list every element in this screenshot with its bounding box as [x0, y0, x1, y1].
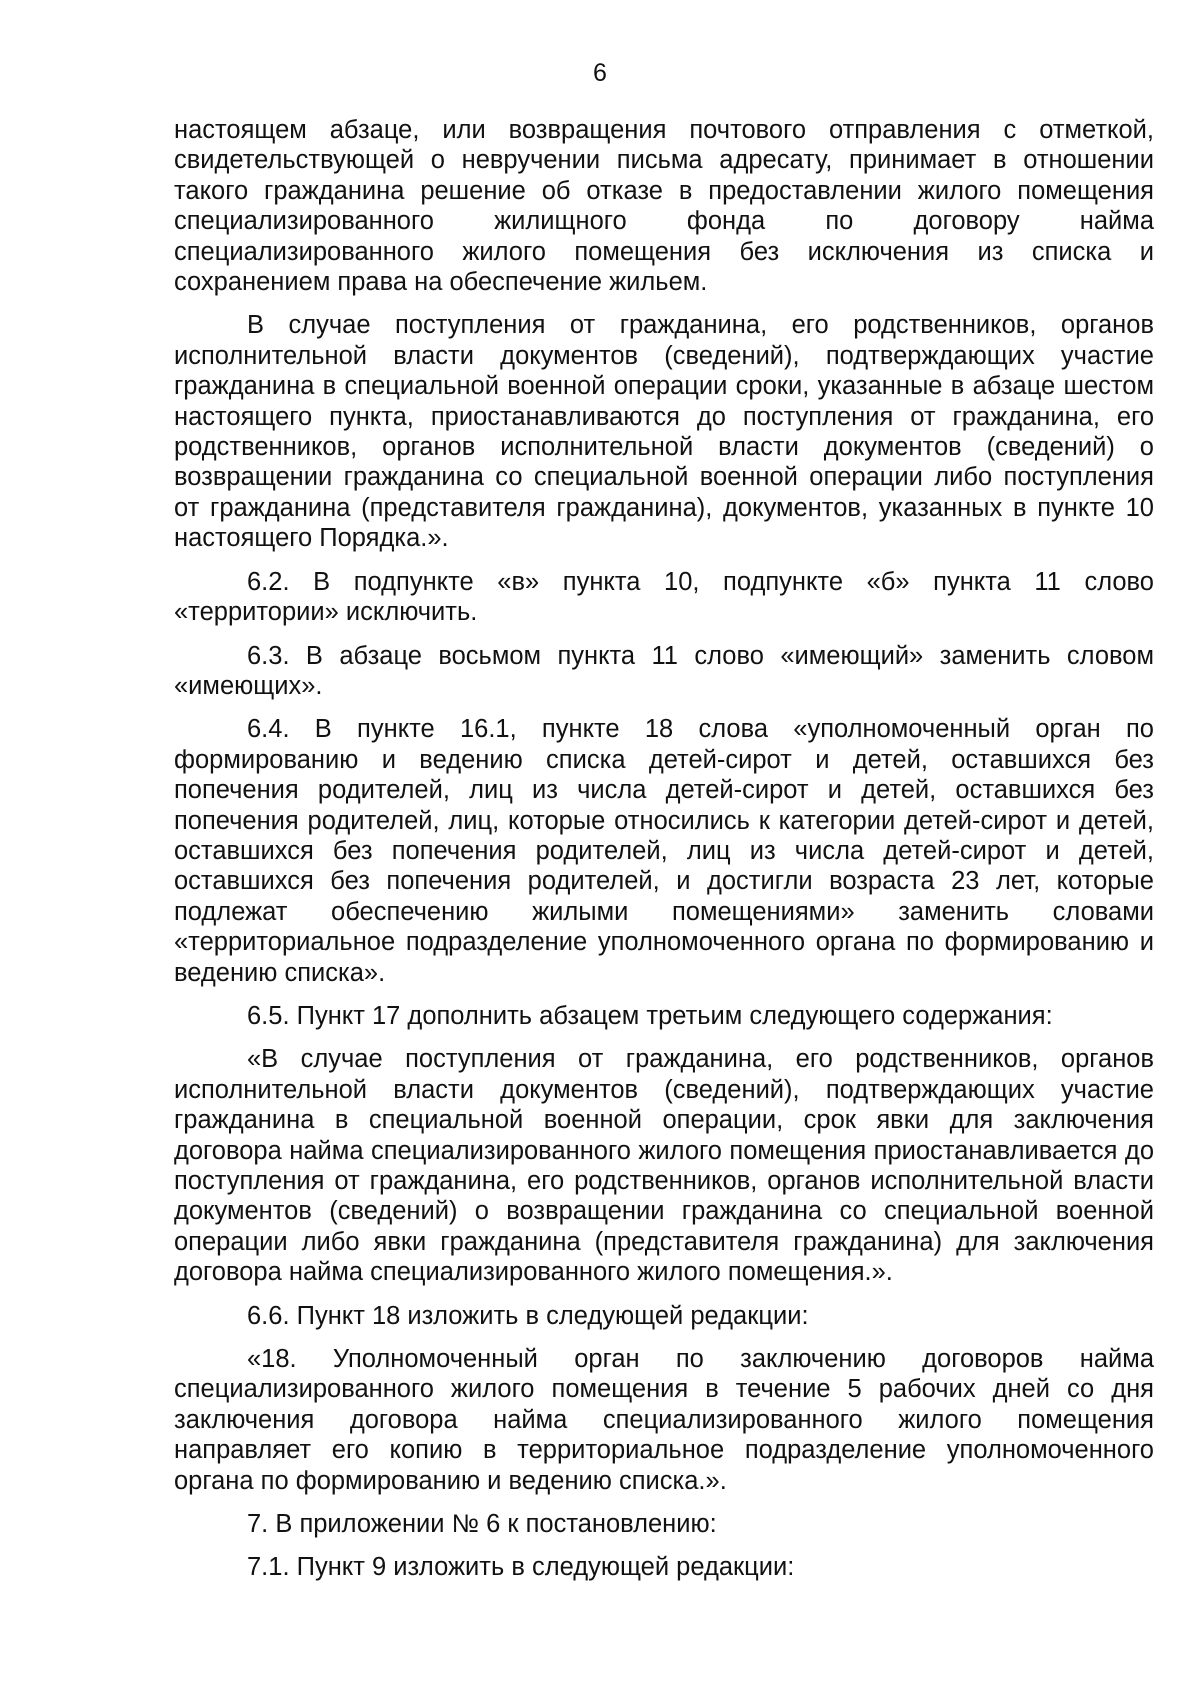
paragraph-7: 7. В приложении № 6 к постановлению:	[247, 1510, 717, 1539]
paragraph-6-3: 6.3. В абзаце восьмом пункта 11 слово «имеющий» заменить словом «имеющих».	[174, 641, 1154, 700]
paragraph-6-6-quote: «18. Уполномоченный орган по заключению договоров найма специализированного жилого помещения в течение 5 рабочих дней со дня заключения договора найма специализированного жилого помещения направляет его копию в территориальное подразделение уполномоченного органа по формированию и ведению списка.».	[174, 1345, 1154, 1495]
paragraph-6-5-quote: «В случае поступления от гражданина, его родственников, органов исполнительной власти документов (сведений), подтверждающих участие гражданина в специальной военной операции, срок явки для заключения договора найма специализированного жилого помещения приостанавливается до поступления от гражданина, его родственников, органов исполнительной власти документов (сведений) о возвращении гражданина со специальной военной операции либо явки гражданина (представителя гражданина) для заключения договора найма специализированного жилого помещения.».	[174, 1045, 1154, 1287]
paragraph-6-2: 6.2. В подпункте «в» пункта 10, подпункте «б» пункта 11 слово «территории» исключить.	[174, 567, 1154, 627]
paragraph-continuation: настоящем абзаце, или возвращения почтового отправления с отметкой, свидетельствующей о невручении письма адресату, принимает в отношении такого гражданина решение об отказе в предоставлении жилого помещения специализированного жилищного фонда по договору найма специализированного жилого помещения без исключения из списка и сохранением права на обеспечение жильем.	[174, 116, 1154, 297]
document-body	[174, 115, 1154, 1596]
paragraph-6-5: 6.5. Пункт 17 дополнить абзацем третьим следующего содержания:	[247, 1001, 1053, 1030]
paragraph-6-6: 6.6. Пункт 18 изложить в следующей редакции:	[247, 1301, 809, 1330]
paragraph-svo-suspension: В случае поступления от гражданина, его родственников, органов исполнительной власти документов (сведений), подтверждающих участие гражданина в специальной военной операции сроки, указанные в абзаце шестом настоящего пункта, приостанавливаются до поступления от гражданина, его родственников, органов исполнительной власти документов (сведений) о возвращении гражданина со специальной военной операции либо поступления от гражданина (представителя гражданина), документов, указанных в пункте 10 настоящего Порядка.».	[174, 311, 1154, 553]
paragraph-6-4: 6.4. В пункте 16.1, пункте 18 слова «уполномоченный орган по формированию и ведению списка детей-сирот и детей, оставшихся без попечения родителей, лиц из числа детей-сирот и детей, оставшихся без попечения родителей, лиц, которые относились к категории детей-сирот и детей, оставшихся без попечения родителей, лиц из числа детей-сирот и детей, оставшихся без попечения родителей, и достигли возраста 23 лет, которые подлежат обеспечению жилыми помещениями» заменить словами «территориальное подразделение уполномоченного органа по формированию и ведению списка».	[174, 715, 1154, 987]
paragraph-7-1: 7.1. Пункт 9 изложить в следующей редакции:	[247, 1553, 795, 1582]
page-number: 6	[593, 59, 607, 87]
